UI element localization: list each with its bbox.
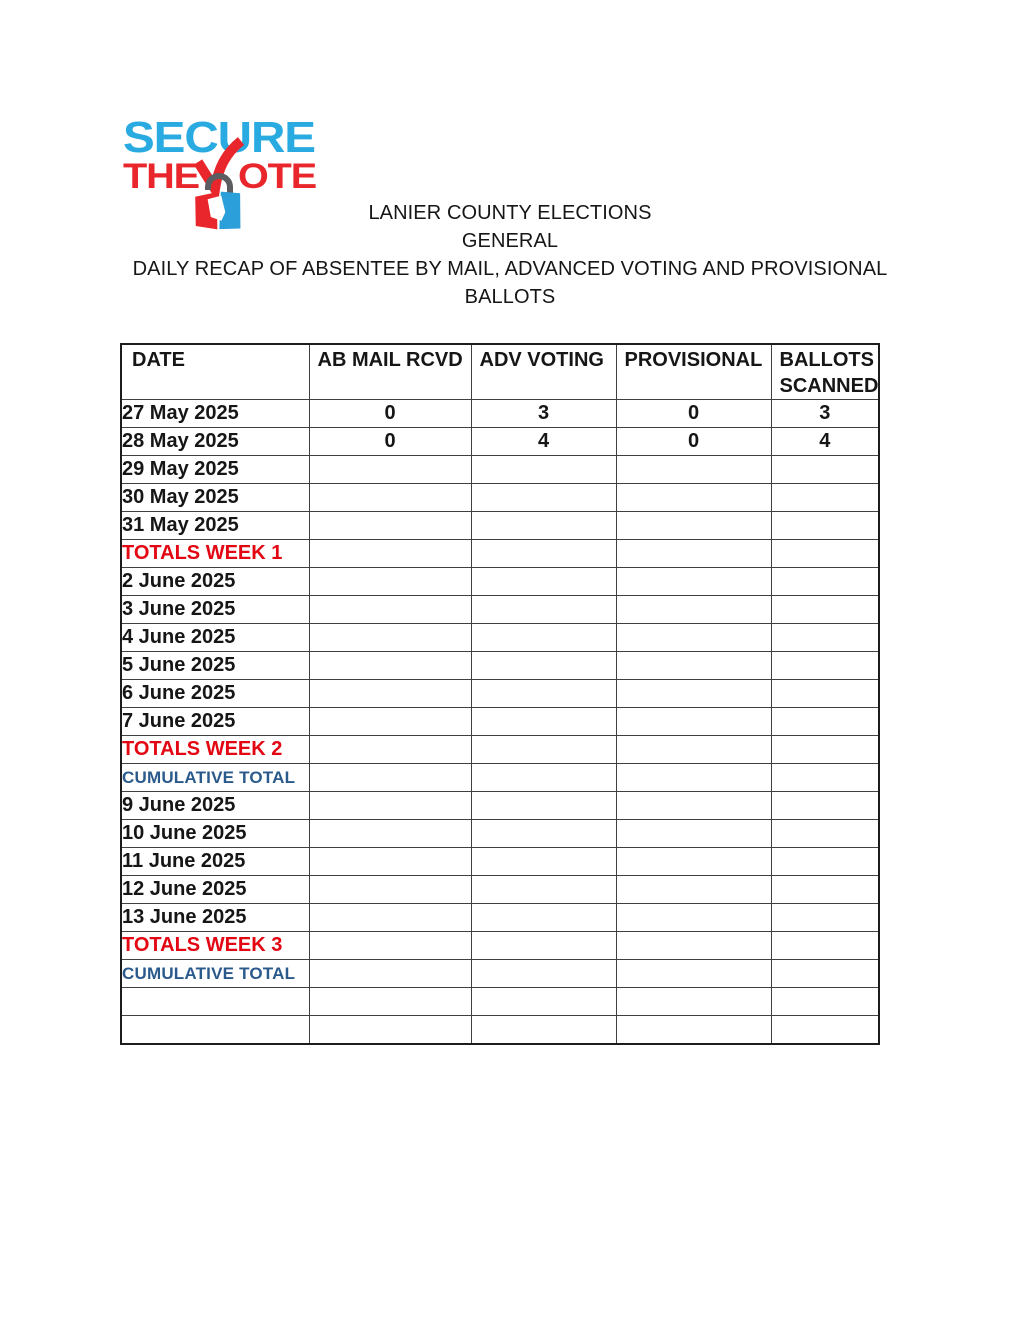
value-cell-ab-mail-rcvd: [309, 988, 471, 1016]
column-header-date: DATE: [121, 344, 309, 400]
value-cell-ab-mail-rcvd: [309, 484, 471, 512]
table-row-cumulative-total: [121, 960, 879, 988]
value-cell-ballots-scanned: [771, 820, 879, 848]
column-header-provisional: PROVISIONAL: [616, 344, 771, 400]
title-line-election-type: GENERAL: [461, 230, 559, 252]
table-row-4-june-2025: [121, 624, 879, 652]
table-row-totals-week-1: [121, 540, 879, 568]
value-cell-ab-mail-rcvd: [309, 764, 471, 792]
table-row-9-june-2025: [121, 792, 879, 820]
table-row-empty-21: [121, 988, 879, 1016]
value-cell-provisional: [616, 736, 771, 764]
value-cell-adv-voting: [471, 652, 616, 680]
totals-label-cell: TOTALS WEEK 3: [121, 932, 309, 960]
value-cell-provisional: [616, 484, 771, 512]
value-cell-ab-mail-rcvd: [309, 708, 471, 736]
table-row-10-june-2025: [121, 820, 879, 848]
value-cell-ab-mail-rcvd: [309, 512, 471, 540]
title-line-recap: DAILY RECAP OF ABSENTEE BY MAIL, ADVANCED VOTING AND PROVISIONAL: [132, 258, 888, 280]
date-cell: 6 June 2025: [121, 680, 309, 708]
value-cell-provisional: [616, 820, 771, 848]
date-cell: 12 June 2025: [121, 876, 309, 904]
table-row-31-may-2025: [121, 512, 879, 540]
table-row-2-june-2025: [121, 568, 879, 596]
value-cell-provisional: [616, 792, 771, 820]
value-cell-ballots-scanned: [771, 932, 879, 960]
logo-word-the: THE: [123, 157, 199, 196]
table-row-30-may-2025: [121, 484, 879, 512]
table-row-totals-week-2: [121, 736, 879, 764]
date-cell: 28 May 2025: [121, 428, 309, 456]
value-cell-ballots-scanned: [771, 596, 879, 624]
value-cell-ab-mail-rcvd: [309, 848, 471, 876]
value-cell-provisional: 0: [616, 428, 771, 456]
value-cell-ab-mail-rcvd: [309, 792, 471, 820]
value-cell-ballots-scanned: [771, 484, 879, 512]
date-cell: 31 May 2025: [121, 512, 309, 540]
title-line-county: LANIER COUNTY ELECTIONS: [368, 202, 652, 224]
value-cell-adv-voting: [471, 708, 616, 736]
table-row-12-june-2025: [121, 876, 879, 904]
value-cell-provisional: [616, 624, 771, 652]
value-cell-ballots-scanned: [771, 764, 879, 792]
value-cell-ab-mail-rcvd: [309, 624, 471, 652]
value-cell-ballots-scanned: [771, 540, 879, 568]
value-cell-provisional: [616, 1016, 771, 1045]
value-cell-ballots-scanned: [771, 792, 879, 820]
value-cell-adv-voting: [471, 792, 616, 820]
value-cell-ab-mail-rcvd: [309, 932, 471, 960]
value-cell-provisional: [616, 512, 771, 540]
value-cell-provisional: [616, 932, 771, 960]
logo-word-ote: OTE: [238, 157, 316, 196]
value-cell-provisional: [616, 848, 771, 876]
value-cell-ballots-scanned: [771, 736, 879, 764]
value-cell-adv-voting: [471, 596, 616, 624]
value-cell-provisional: [616, 652, 771, 680]
value-cell-ballots-scanned: 4: [771, 428, 879, 456]
table-row-7-june-2025: [121, 708, 879, 736]
value-cell-ballots-scanned: [771, 512, 879, 540]
date-cell: 29 May 2025: [121, 456, 309, 484]
value-cell-ab-mail-rcvd: [309, 680, 471, 708]
value-cell-adv-voting: [471, 932, 616, 960]
cumulative-label-cell: CUMULATIVE TOTAL: [121, 960, 309, 988]
value-cell-adv-voting: [471, 1016, 616, 1045]
value-cell-provisional: [616, 876, 771, 904]
column-header-ballots-scanned: BALLOTS SCANNED: [771, 344, 879, 400]
value-cell-adv-voting: [471, 512, 616, 540]
document-title-block: [0, 199, 1020, 311]
value-cell-ab-mail-rcvd: [309, 652, 471, 680]
value-cell-adv-voting: [471, 988, 616, 1016]
value-cell-provisional: [616, 540, 771, 568]
value-cell-ab-mail-rcvd: [309, 820, 471, 848]
value-cell-provisional: [616, 904, 771, 932]
date-cell: 30 May 2025: [121, 484, 309, 512]
date-cell: 4 June 2025: [121, 624, 309, 652]
date-cell: 3 June 2025: [121, 596, 309, 624]
table-row-13-june-2025: [121, 904, 879, 932]
table-row-28-may-2025: [121, 428, 879, 456]
value-cell-adv-voting: [471, 960, 616, 988]
value-cell-adv-voting: 3: [471, 400, 616, 428]
value-cell-ab-mail-rcvd: [309, 596, 471, 624]
value-cell-ballots-scanned: [771, 568, 879, 596]
value-cell-ab-mail-rcvd: [309, 1016, 471, 1045]
value-cell-adv-voting: [471, 456, 616, 484]
value-cell-adv-voting: 4: [471, 428, 616, 456]
table-row-27-may-2025: [121, 400, 879, 428]
table-row-5-june-2025: [121, 652, 879, 680]
value-cell-adv-voting: [471, 848, 616, 876]
table-row-empty-22: [121, 1016, 879, 1045]
table-row-3-june-2025: [121, 596, 879, 624]
daily-recap-table: [120, 343, 880, 1045]
date-cell: 10 June 2025: [121, 820, 309, 848]
value-cell-adv-voting: [471, 764, 616, 792]
date-cell: 5 June 2025: [121, 652, 309, 680]
date-cell: 27 May 2025: [121, 400, 309, 428]
value-cell-ab-mail-rcvd: [309, 960, 471, 988]
value-cell-adv-voting: [471, 624, 616, 652]
value-cell-adv-voting: [471, 876, 616, 904]
table-header-row: [121, 344, 879, 400]
table-row-cumulative-total: [121, 764, 879, 792]
table-row-totals-week-3: [121, 932, 879, 960]
value-cell-provisional: [616, 708, 771, 736]
title-line-ballots: BALLOTS: [464, 286, 556, 308]
date-cell: 7 June 2025: [121, 708, 309, 736]
value-cell-adv-voting: [471, 484, 616, 512]
value-cell-ab-mail-rcvd: [309, 736, 471, 764]
table-row-6-june-2025: [121, 680, 879, 708]
date-cell: 9 June 2025: [121, 792, 309, 820]
empty-label-cell: [121, 1016, 309, 1045]
value-cell-provisional: [616, 988, 771, 1016]
value-cell-adv-voting: [471, 568, 616, 596]
value-cell-provisional: [616, 596, 771, 624]
value-cell-provisional: [616, 764, 771, 792]
value-cell-provisional: [616, 568, 771, 596]
value-cell-ballots-scanned: [771, 904, 879, 932]
value-cell-ballots-scanned: [771, 624, 879, 652]
value-cell-ab-mail-rcvd: [309, 540, 471, 568]
value-cell-adv-voting: [471, 680, 616, 708]
value-cell-ab-mail-rcvd: [309, 904, 471, 932]
date-cell: 11 June 2025: [121, 848, 309, 876]
value-cell-adv-voting: [471, 904, 616, 932]
totals-label-cell: TOTALS WEEK 2: [121, 736, 309, 764]
value-cell-provisional: [616, 456, 771, 484]
column-header-adv-voting: ADV VOTING: [471, 344, 616, 400]
value-cell-ballots-scanned: 3: [771, 400, 879, 428]
totals-label-cell: TOTALS WEEK 1: [121, 540, 309, 568]
value-cell-ballots-scanned: [771, 988, 879, 1016]
value-cell-ballots-scanned: [771, 1016, 879, 1045]
value-cell-ballots-scanned: [771, 652, 879, 680]
value-cell-ab-mail-rcvd: 0: [309, 428, 471, 456]
value-cell-ab-mail-rcvd: [309, 876, 471, 904]
value-cell-adv-voting: [471, 736, 616, 764]
value-cell-provisional: [616, 960, 771, 988]
value-cell-ballots-scanned: [771, 456, 879, 484]
value-cell-ab-mail-rcvd: 0: [309, 400, 471, 428]
value-cell-adv-voting: [471, 540, 616, 568]
empty-label-cell: [121, 988, 309, 1016]
value-cell-ballots-scanned: [771, 960, 879, 988]
value-cell-adv-voting: [471, 820, 616, 848]
value-cell-ab-mail-rcvd: [309, 456, 471, 484]
date-cell: 2 June 2025: [121, 568, 309, 596]
value-cell-ab-mail-rcvd: [309, 568, 471, 596]
table-row-11-june-2025: [121, 848, 879, 876]
value-cell-ballots-scanned: [771, 708, 879, 736]
value-cell-provisional: [616, 680, 771, 708]
column-header-ab-mail-rcvd: AB MAIL RCVD: [309, 344, 471, 400]
table-row-29-may-2025: [121, 456, 879, 484]
date-cell: 13 June 2025: [121, 904, 309, 932]
value-cell-ballots-scanned: [771, 848, 879, 876]
logo-word-secure: SECURE: [123, 113, 315, 162]
value-cell-ballots-scanned: [771, 680, 879, 708]
value-cell-provisional: 0: [616, 400, 771, 428]
value-cell-ballots-scanned: [771, 876, 879, 904]
cumulative-label-cell: CUMULATIVE TOTAL: [121, 764, 309, 792]
